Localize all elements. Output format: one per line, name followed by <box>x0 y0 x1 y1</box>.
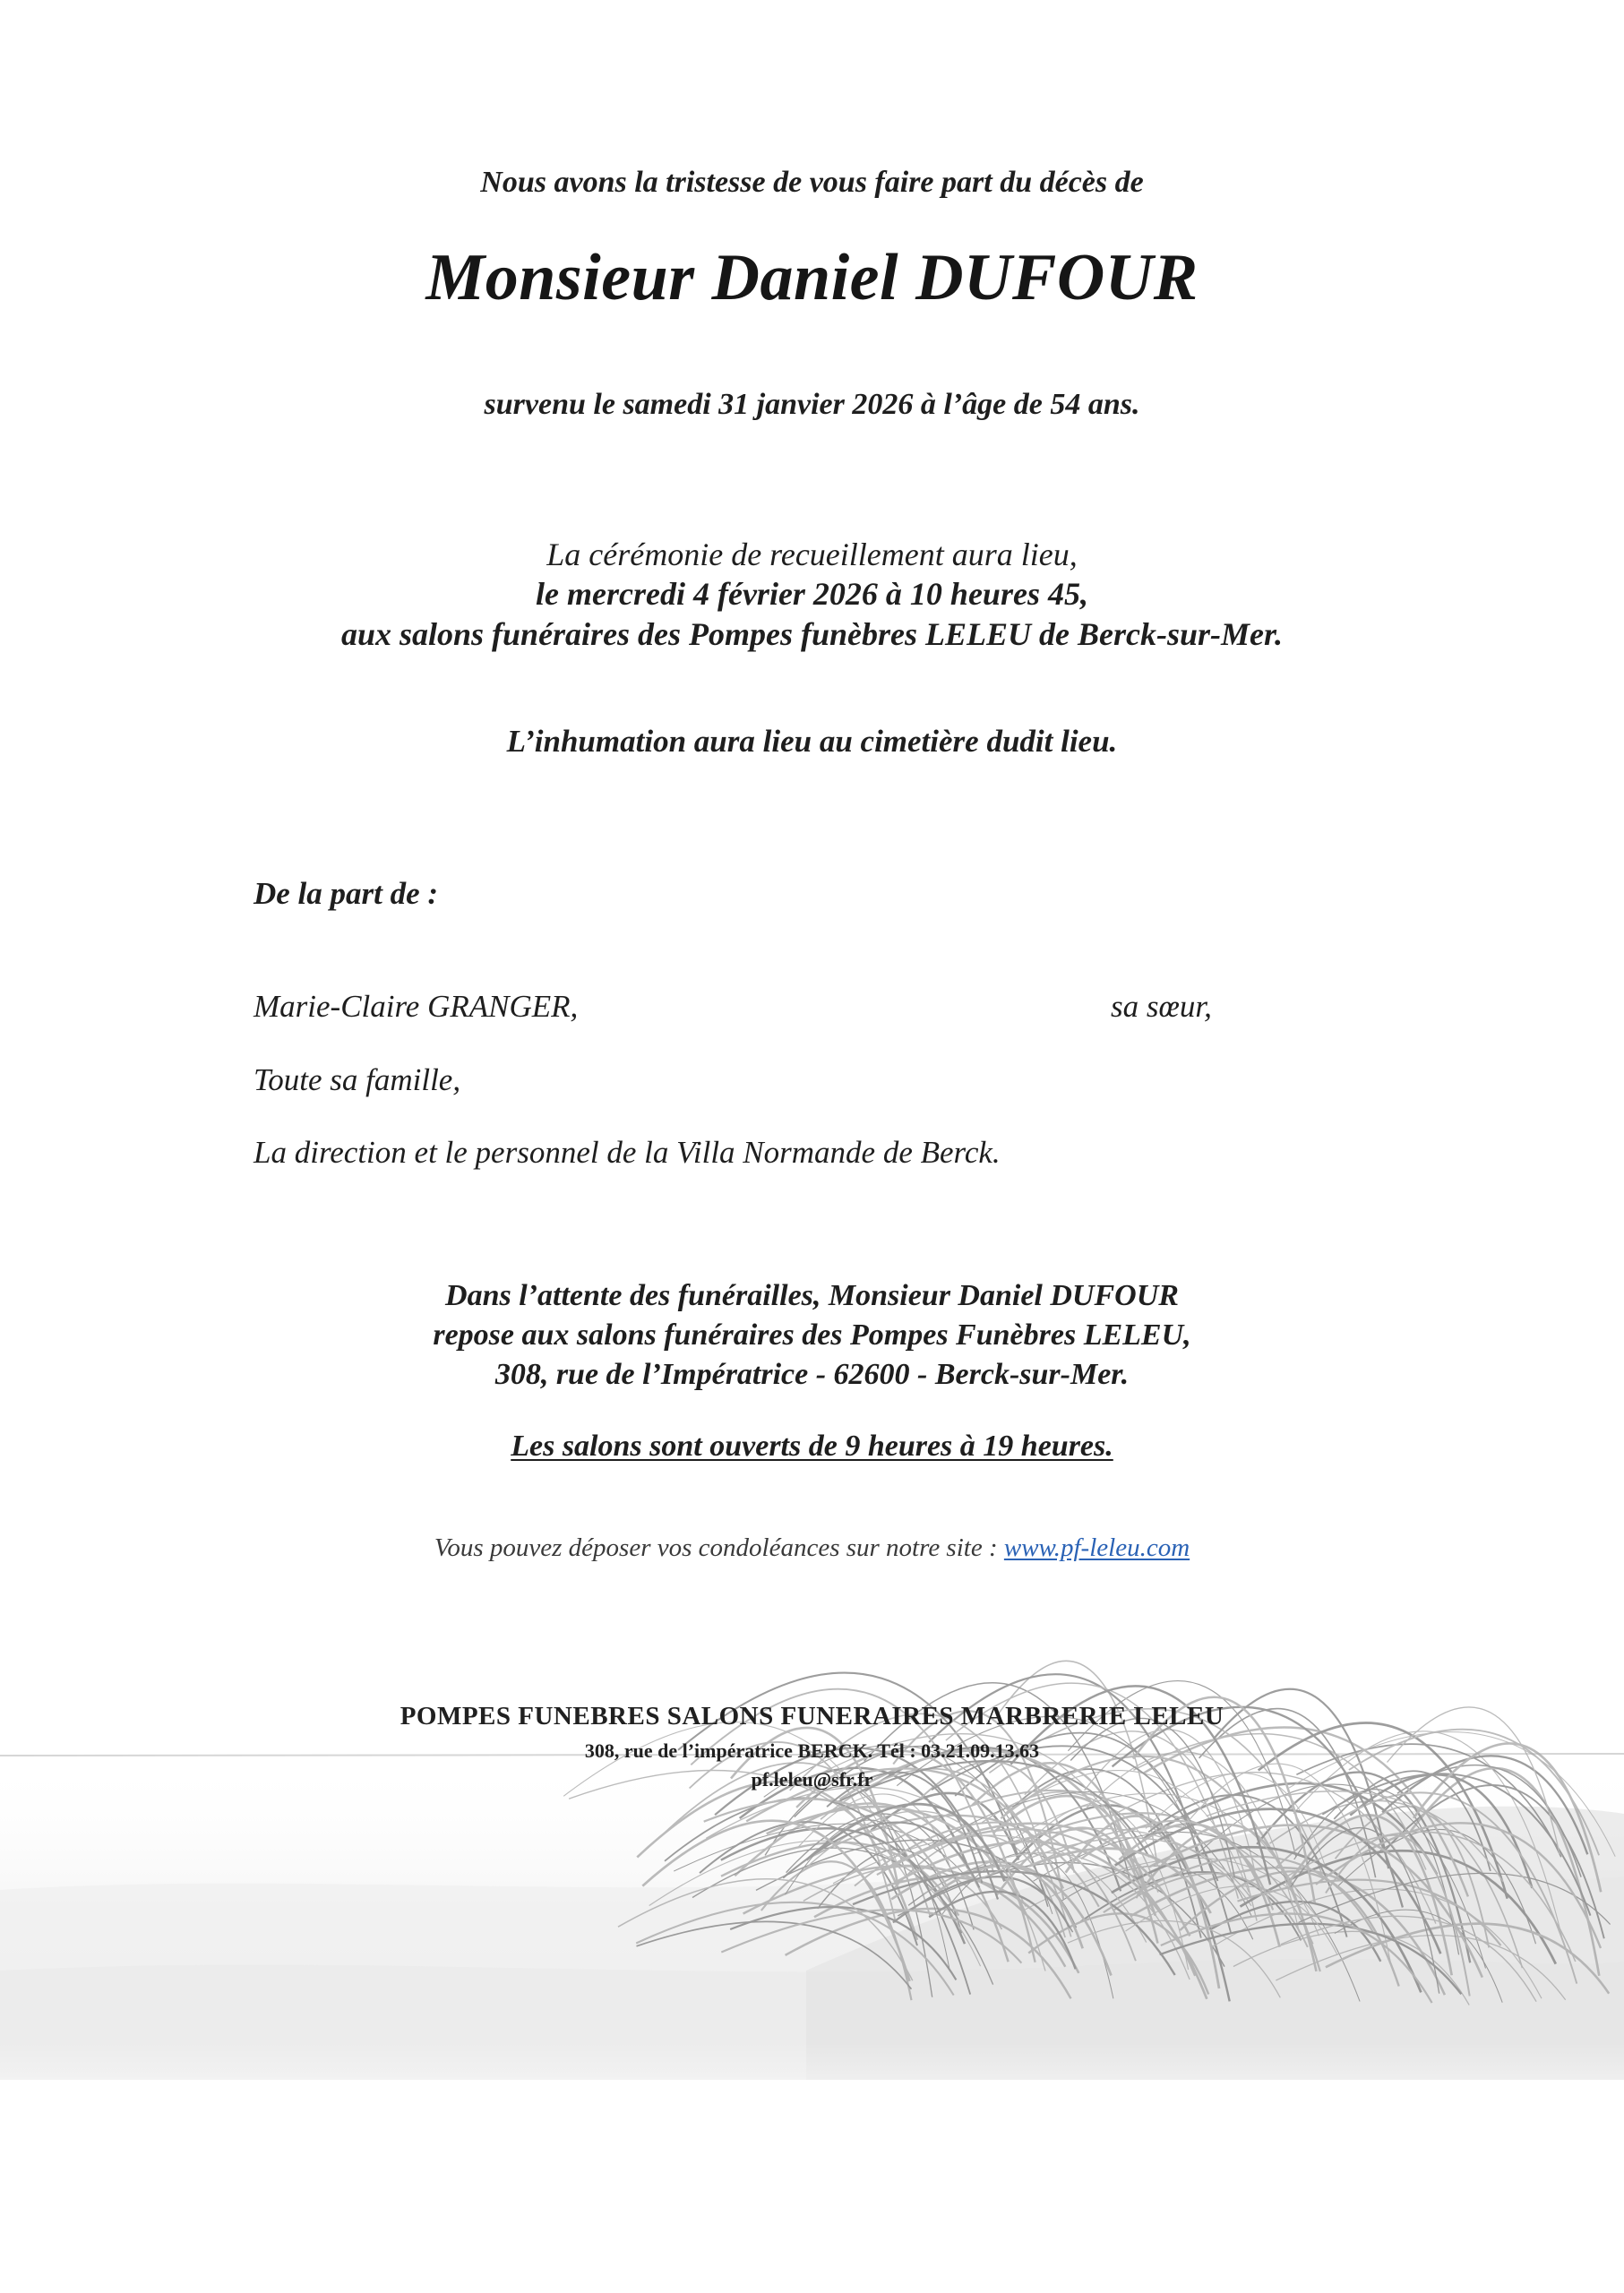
repose-line-1: Dans l’attente des funérailles, Monsieur Daniel DUFOUR <box>445 1279 1179 1312</box>
family-member-name: Toute sa famille, <box>253 1062 461 1097</box>
opening-hours-text: Les salons sont ouverts de 9 heures à 19 heures. <box>511 1430 1113 1463</box>
ceremony-line-3: aux salons funéraires des Pompes funèbres LELEU de Berck-sur-Mer. <box>340 616 1284 652</box>
intro-text: Nous avons la tristesse de vous faire part du décès de <box>480 166 1144 199</box>
death-date-line: survenu le samedi 31 janvier 2026 à l’âge de 54 ans. <box>484 388 1140 421</box>
deceased-name: Monsieur Daniel DUFOUR <box>425 241 1199 314</box>
burial-line: L’inhumation aura lieu au cimetière dudit lieu. <box>506 724 1118 759</box>
repose-line-3: 308, rue de l’Impératrice - 62600 - Berck-sur-Mer. <box>494 1358 1130 1391</box>
family-member-name: La direction et le personnel de la Villa Normande de Berck. <box>253 1135 1001 1170</box>
condolences-line <box>0 1533 1624 1563</box>
ceremony-line-1: La cérémonie de recueillement aura lieu, <box>546 537 1078 572</box>
beach-dune-grass-image <box>0 1469 1624 2150</box>
website-link[interactable]: www.pf-leleu.com <box>1003 1533 1190 1562</box>
family-member-name: Marie-Claire GRANGER, <box>253 989 579 1024</box>
ceremony-line-2: le mercredi 4 février 2026 à 10 heures 45, <box>536 576 1088 612</box>
family-heading: De la part de : <box>253 876 439 911</box>
footer-address: 308, rue de l’impératrice BERCK. Tél : 03.21.09.13.63 <box>584 1739 1040 1762</box>
family-member-relation: sa sœur, <box>1111 989 1212 1024</box>
footer-company: POMPES FUNEBRES SALONS FUNERAIRES MARBRERIE LELEU <box>400 1702 1224 1730</box>
footer-email: pf.leleu@sfr.fr <box>751 1768 873 1791</box>
opening-hours <box>0 1430 1624 1464</box>
condolences-text: Vous pouvez déposer vos condoléances sur notre site : <box>434 1533 1004 1562</box>
repose-line-2: repose aux salons funéraires des Pompes Funèbres LELEU, <box>433 1318 1191 1352</box>
